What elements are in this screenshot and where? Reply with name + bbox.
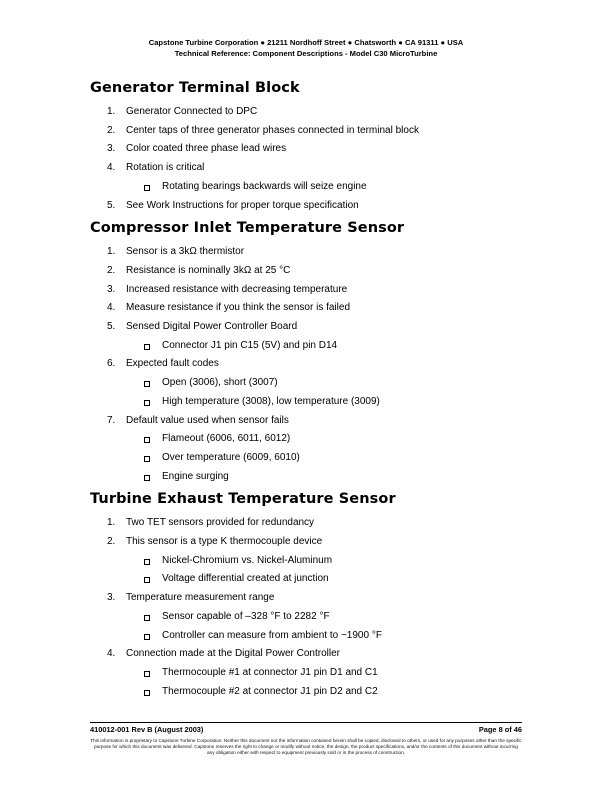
list-item — [90, 262, 550, 281]
section-heading: Compressor Inlet Temperature Sensor — [90, 220, 405, 237]
list-item-number: 2. — [107, 536, 116, 548]
list-item-text: Generator Connected to DPC — [126, 106, 258, 117]
document-body — [90, 78, 550, 704]
list-item — [90, 589, 550, 645]
list-item-text: Resistance is nominally 3kΩ at 25 °C — [126, 264, 291, 276]
sub-list-item — [126, 664, 550, 683]
list-item-number: 1. — [107, 106, 116, 117]
square-bullet-icon — [144, 475, 150, 481]
sub-list-item — [126, 552, 550, 571]
square-bullet-icon — [144, 559, 150, 565]
list-item-text: Color coated three phase lead wires — [126, 143, 287, 155]
list-item-number: 4. — [107, 648, 116, 660]
list-item-number: 2. — [107, 124, 116, 136]
header-doc-title: Technical Reference: Component Descriptions - Model C30 MicroTurbine — [174, 49, 438, 58]
page-header — [0, 37, 612, 59]
sub-list-item-text: Engine surging — [162, 470, 229, 482]
list-item-text: Measure resistance if you think the sensor is failed — [126, 302, 350, 314]
numbered-list — [90, 514, 550, 701]
section-heading: Generator Terminal Block — [90, 80, 300, 96]
sub-list-item — [126, 449, 550, 468]
sub-list-item-text: Open (3006), short (3007) — [162, 377, 278, 389]
sub-list-item-text: Thermocouple #2 at connector J1 pin D2 and C2 — [162, 685, 378, 697]
sub-list-item-text: Flameout (6006, 6011, 6012) — [162, 433, 291, 445]
sub-list-item-text: Connector J1 pin C15 (5V) and pin D14 — [162, 339, 338, 351]
list-item — [90, 355, 550, 411]
square-bullet-icon — [144, 185, 150, 191]
sub-list — [126, 337, 550, 356]
list-item-text: See Work Instructions for proper torque specification — [126, 199, 359, 211]
list-item-text: Default value used when sensor fails — [126, 414, 289, 426]
sub-list-item — [126, 430, 550, 449]
square-bullet-icon — [144, 344, 150, 350]
list-item — [90, 533, 550, 589]
sub-list-item — [126, 627, 550, 646]
sub-list — [126, 178, 550, 197]
list-item — [90, 243, 550, 262]
list-item-number: 6. — [107, 358, 116, 370]
list-item — [90, 140, 550, 159]
list-item-number: 4. — [107, 302, 116, 314]
sub-list-item-text: Thermocouple #1 at connector J1 pin D1 and C1 — [162, 666, 378, 678]
list-item-text: This sensor is a type K thermocouple device — [126, 536, 323, 548]
footer-proprietary-notice: This information is proprietary to Capstone Turbine Corporation. Neither this document nor the information contained herein shall be copied, disclosed to others, or used for any purposes other than the specific purpose for which this document was delivered. Capstone reserves the right to change or modify without notice, the design, the product specifications, and/or the contents of this document without incurring any obligation either with respect to equipment previously sold or in the process of construction. — [90, 738, 522, 756]
list-item — [90, 103, 550, 122]
sub-list-item — [126, 178, 550, 197]
list-item — [90, 645, 550, 701]
sub-list — [126, 552, 550, 589]
page-footer — [90, 722, 522, 757]
sub-list-item-text: Voltage differential created at junction — [162, 573, 329, 585]
sub-list — [126, 664, 550, 701]
square-bullet-icon — [144, 400, 150, 406]
list-item-text: Connection made at the Digital Power Controller — [126, 648, 340, 660]
square-bullet-icon — [144, 615, 150, 621]
square-bullet-icon — [144, 634, 150, 640]
list-item-text: Temperature measurement range — [126, 592, 275, 604]
square-bullet-icon — [144, 437, 150, 443]
list-item-number: 4. — [107, 162, 116, 174]
list-item — [90, 122, 550, 141]
list-item-text: Sensed Digital Power Controller Board — [126, 321, 298, 333]
square-bullet-icon — [144, 671, 150, 677]
sub-list-item — [126, 393, 550, 412]
list-item — [90, 299, 550, 318]
list-item — [90, 281, 550, 300]
sub-list-item — [126, 337, 550, 356]
sub-list-item-text: Sensor capable of –328 °F to 2282 °F — [162, 610, 330, 622]
list-item-text: Two TET sensors provided for redundancy — [126, 517, 315, 529]
footer-page-number: Page 8 of 46 — [478, 725, 522, 734]
header-address: Capstone Turbine Corporation ● 21211 Nordhoff Street ● Chatsworth ● CA 91311 ● USA — [148, 38, 464, 47]
list-item-text: Rotation is critical — [126, 162, 205, 174]
sub-list-item-text: Over temperature (6009, 6010) — [162, 451, 300, 463]
list-item-number: 3. — [107, 143, 116, 155]
sub-list-item — [126, 374, 550, 393]
sub-list-item-text: Controller can measure from ambient to ~1900 °F — [162, 629, 382, 641]
square-bullet-icon — [144, 577, 150, 583]
sub-list-item — [126, 468, 550, 487]
sub-list — [126, 430, 550, 486]
sub-list-item-text: Nickel-Chromium vs. Nickel-Aluminum — [162, 554, 333, 566]
list-item-number: 5. — [107, 321, 116, 333]
list-item-text: Center taps of three generator phases connected in terminal block — [126, 124, 419, 136]
list-item-text: Sensor is a 3kΩ thermistor — [126, 246, 245, 258]
list-item — [90, 159, 550, 196]
footer-doc-id: 410012-001 Rev B (August 2003) — [90, 725, 204, 734]
sub-list — [126, 608, 550, 645]
square-bullet-icon — [144, 456, 150, 462]
list-item — [90, 318, 550, 355]
numbered-list — [90, 103, 550, 215]
sub-list-item — [126, 608, 550, 627]
sub-list — [126, 374, 550, 411]
sub-list-item-text: Rotating bearings backwards will seize engine — [162, 180, 367, 192]
list-item-number: 1. — [107, 246, 116, 258]
sub-list-item — [126, 570, 550, 589]
list-item-number: 1. — [107, 517, 116, 529]
numbered-list — [90, 243, 550, 486]
list-item — [90, 412, 550, 487]
sub-list-item — [126, 683, 550, 702]
section-heading: Turbine Exhaust Temperature Sensor — [90, 491, 396, 508]
list-item-number: 7. — [107, 414, 116, 426]
list-item — [90, 514, 550, 533]
square-bullet-icon — [144, 381, 150, 387]
square-bullet-icon — [144, 690, 150, 696]
list-item-number: 2. — [107, 264, 116, 276]
sub-list-item-text: High temperature (3008), low temperature (3009) — [162, 395, 380, 407]
list-item-text: Expected fault codes — [126, 358, 219, 370]
list-item-text: Increased resistance with decreasing temperature — [126, 283, 348, 295]
footer-divider — [90, 722, 522, 723]
list-item — [90, 197, 550, 216]
list-item-number: 5. — [107, 199, 116, 211]
list-item-number: 3. — [107, 592, 116, 604]
list-item-number: 3. — [107, 283, 116, 295]
